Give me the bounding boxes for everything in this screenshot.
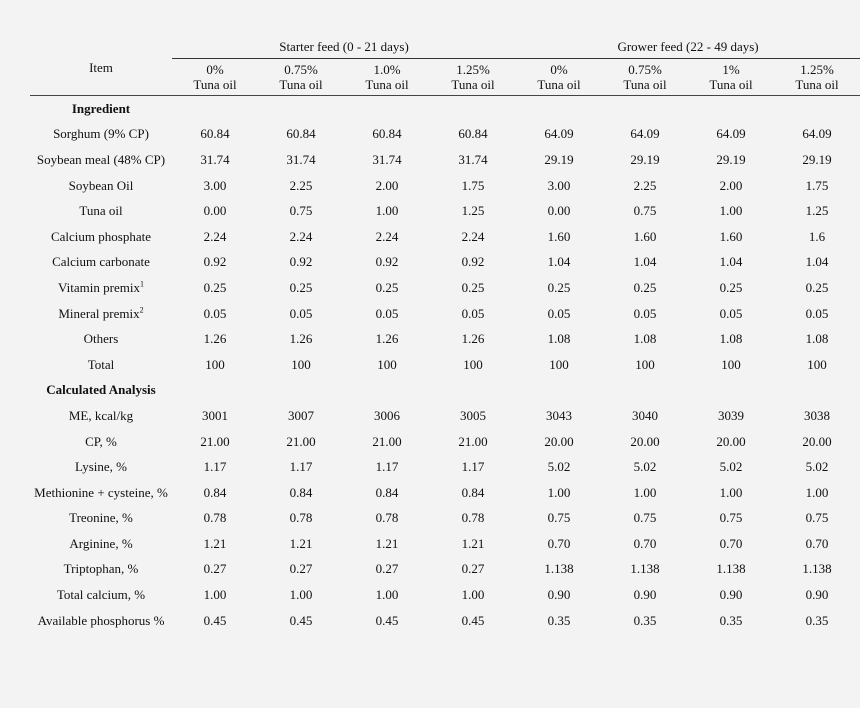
value-cell: 0.84 — [375, 484, 399, 500]
value-cell: 5.02 — [719, 459, 743, 475]
row-label-cell — [30, 122, 172, 148]
value-cell: 1.60 — [547, 228, 571, 244]
value-cell: 1.00 — [719, 484, 743, 500]
value-cell: 1.00 — [805, 484, 829, 500]
column-header — [516, 59, 602, 96]
value-cell: 2.00 — [719, 177, 743, 193]
column-header-name: Tuna oil — [623, 77, 667, 92]
value-cell: 0.35 — [805, 612, 829, 628]
value-cell: 0.70 — [719, 535, 743, 551]
value-cell: 0.05 — [547, 305, 571, 321]
value-cell: 1.138 — [802, 561, 832, 577]
value-cell: 0.45 — [461, 612, 485, 628]
empty-cell — [344, 378, 430, 404]
value-cell: 0.35 — [719, 612, 743, 628]
footnote-marker: 1 — [139, 279, 144, 289]
value-cell: 100 — [635, 356, 655, 372]
value-cell: 1.17 — [203, 459, 227, 475]
value-cell: 2.24 — [375, 228, 399, 244]
value-cell: 5.02 — [547, 459, 571, 475]
empty-cell — [774, 378, 860, 404]
value-cell: 2.24 — [203, 228, 227, 244]
table-body — [30, 96, 860, 634]
value-cell: 29.19 — [544, 151, 574, 167]
row-label-cell — [30, 224, 172, 250]
value-cell: 0.75 — [633, 203, 657, 219]
value-cell: 0.90 — [547, 587, 571, 603]
empty-cell — [602, 96, 688, 122]
section-title: Ingredient — [71, 100, 131, 116]
column-header-percent: 0.75% — [628, 62, 662, 77]
value-cell: 21.00 — [200, 433, 230, 449]
row-label: Methionine + cysteine, % — [34, 484, 168, 500]
table-row — [30, 352, 860, 378]
empty-cell — [344, 96, 430, 122]
section-row — [30, 96, 860, 122]
value-cell: 0.70 — [805, 535, 829, 551]
column-header — [344, 59, 430, 96]
empty-cell — [516, 378, 602, 404]
empty-cell — [688, 96, 774, 122]
row-label-cell — [30, 429, 172, 455]
value-cell: 29.19 — [802, 151, 832, 167]
value-cell: 29.19 — [630, 151, 660, 167]
value-cell: 2.24 — [289, 228, 313, 244]
row-label-cell — [30, 326, 172, 352]
value-cell: 3039 — [718, 407, 745, 423]
value-cell: 64.09 — [802, 126, 832, 142]
value-cell: 0.25 — [805, 279, 829, 295]
row-label-cell — [30, 582, 172, 608]
value-cell: 0.75 — [633, 510, 657, 526]
value-cell: 3005 — [460, 407, 487, 423]
value-cell: 21.00 — [372, 433, 402, 449]
value-cell: 21.00 — [286, 433, 316, 449]
value-cell: 1.26 — [461, 331, 485, 347]
row-label-cell — [30, 147, 172, 173]
value-cell: 1.25 — [461, 203, 485, 219]
value-cell: 1.08 — [719, 331, 743, 347]
value-cell: 0.78 — [203, 510, 227, 526]
value-cell: 0.90 — [633, 587, 657, 603]
column-header-percent: 1.25% — [456, 62, 490, 77]
value-cell: 1.17 — [461, 459, 485, 475]
value-cell: 0.45 — [375, 612, 399, 628]
value-cell: 1.00 — [289, 587, 313, 603]
value-cell: 0.25 — [461, 279, 485, 295]
row-label-cell — [30, 454, 172, 480]
value-cell: 64.09 — [630, 126, 660, 142]
row-label: Soybean meal (48% CP) — [36, 151, 166, 167]
value-cell: 0.25 — [547, 279, 571, 295]
row-label: Mineral premix — [58, 305, 140, 321]
table-row — [30, 429, 860, 455]
table-row — [30, 531, 860, 557]
value-cell: 0.75 — [289, 203, 313, 219]
value-cell: 0.45 — [203, 612, 227, 628]
column-header-percent: 1% — [722, 62, 740, 77]
value-cell: 0.25 — [375, 279, 399, 295]
value-cell: 3040 — [632, 407, 659, 423]
value-cell: 1.21 — [203, 535, 227, 551]
item-column-header: Item — [30, 36, 172, 96]
table-row — [30, 506, 860, 532]
table-row — [30, 326, 860, 352]
table-row — [30, 224, 860, 250]
value-cell: 1.04 — [805, 254, 829, 270]
value-cell: 1.60 — [719, 228, 743, 244]
value-cell: 1.21 — [289, 535, 313, 551]
empty-cell — [430, 378, 516, 404]
value-cell: 100 — [463, 356, 483, 372]
value-cell: 31.74 — [200, 151, 230, 167]
empty-cell — [688, 378, 774, 404]
value-cell: 31.74 — [458, 151, 488, 167]
row-label-cell — [30, 557, 172, 583]
value-cell: 2.24 — [461, 228, 485, 244]
table-row — [30, 454, 860, 480]
value-cell: 1.75 — [805, 177, 829, 193]
value-cell: 0.05 — [289, 305, 313, 321]
feed-composition-table-container — [30, 36, 860, 633]
value-cell: 3.00 — [203, 177, 227, 193]
value-cell: 1.21 — [375, 535, 399, 551]
row-label-cell — [30, 531, 172, 557]
row-label: Tuna oil — [79, 203, 123, 219]
value-cell: 1.75 — [461, 177, 485, 193]
value-cell: 1.138 — [544, 561, 574, 577]
section-title: Calculated Analysis — [46, 382, 156, 398]
value-cell: 5.02 — [633, 459, 657, 475]
value-cell: 1.04 — [633, 254, 657, 270]
row-label-cell — [30, 173, 172, 199]
row-label: Total calcium, % — [56, 587, 146, 603]
value-cell: 0.75 — [719, 510, 743, 526]
empty-cell — [258, 96, 344, 122]
value-cell: 0.84 — [289, 484, 313, 500]
row-label: Calcium carbonate — [52, 254, 150, 270]
empty-cell — [602, 378, 688, 404]
value-cell: 2.25 — [289, 177, 313, 193]
feed-composition-table — [30, 36, 860, 633]
value-cell: 1.08 — [547, 331, 571, 347]
empty-cell — [172, 378, 258, 404]
value-cell: 0.70 — [633, 535, 657, 551]
value-cell: 0.70 — [547, 535, 571, 551]
value-cell: 31.74 — [286, 151, 316, 167]
value-cell: 1.138 — [716, 561, 746, 577]
column-header — [774, 59, 860, 96]
value-cell: 0.05 — [805, 305, 829, 321]
column-header-percent: 1.25% — [800, 62, 834, 77]
value-cell: 0.84 — [461, 484, 485, 500]
value-cell: 20.00 — [716, 433, 746, 449]
value-cell: 20.00 — [802, 433, 832, 449]
table-header — [30, 36, 860, 96]
value-cell: 60.84 — [372, 126, 402, 142]
empty-cell — [258, 378, 344, 404]
value-cell: 100 — [291, 356, 311, 372]
value-cell: 1.6 — [808, 228, 826, 244]
empty-cell — [516, 96, 602, 122]
empty-cell — [774, 96, 860, 122]
table-row — [30, 301, 860, 327]
value-cell: 1.00 — [633, 484, 657, 500]
value-cell: 2.25 — [633, 177, 657, 193]
table-row — [30, 557, 860, 583]
column-header-name: Tuna oil — [451, 77, 495, 92]
row-label-cell — [30, 250, 172, 276]
value-cell: 1.00 — [547, 484, 571, 500]
value-cell: 1.00 — [719, 203, 743, 219]
row-label-cell — [30, 301, 172, 327]
empty-cell — [172, 96, 258, 122]
value-cell: 0.25 — [719, 279, 743, 295]
table-row — [30, 198, 860, 224]
value-cell: 0.92 — [289, 254, 313, 270]
value-cell: 3007 — [288, 407, 314, 423]
row-label: Triptophan, % — [63, 561, 139, 577]
value-cell: 0.78 — [375, 510, 399, 526]
value-cell: 0.90 — [805, 587, 829, 603]
row-label: Available phosphorus % — [37, 612, 165, 628]
value-cell: 0.05 — [719, 305, 743, 321]
value-cell: 100 — [549, 356, 569, 372]
value-cell: 64.09 — [544, 126, 574, 142]
header-group-row — [30, 36, 860, 59]
table-row — [30, 582, 860, 608]
value-cell: 1.60 — [633, 228, 657, 244]
value-cell: 100 — [721, 356, 741, 372]
value-cell: 0.92 — [461, 254, 485, 270]
value-cell: 0.00 — [547, 203, 571, 219]
value-cell: 0.05 — [633, 305, 657, 321]
value-cell: 0.05 — [375, 305, 399, 321]
value-cell: 0.27 — [461, 561, 485, 577]
value-cell: 0.90 — [719, 587, 743, 603]
row-label-cell — [30, 198, 172, 224]
row-label: Soybean Oil — [68, 177, 134, 193]
table-row — [30, 147, 860, 173]
value-cell: 1.00 — [375, 203, 399, 219]
value-cell: 1.26 — [289, 331, 313, 347]
table-row — [30, 250, 860, 276]
column-header-name: Tuna oil — [709, 77, 753, 92]
value-cell: 5.02 — [805, 459, 829, 475]
column-header-name: Tuna oil — [279, 77, 323, 92]
value-cell: 1.04 — [547, 254, 571, 270]
value-cell: 60.84 — [286, 126, 316, 142]
value-cell: 3038 — [804, 407, 831, 423]
column-header — [430, 59, 516, 96]
value-cell: 0.25 — [203, 279, 227, 295]
value-cell: 1.00 — [461, 587, 485, 603]
value-cell: 0.75 — [547, 510, 571, 526]
value-cell: 1.00 — [203, 587, 227, 603]
value-cell: 0.00 — [203, 203, 227, 219]
column-header — [258, 59, 344, 96]
value-cell: 0.78 — [289, 510, 313, 526]
value-cell: 1.08 — [805, 331, 829, 347]
table-row — [30, 275, 860, 301]
value-cell: 60.84 — [200, 126, 230, 142]
value-cell: 0.75 — [805, 510, 829, 526]
table-row — [30, 122, 860, 148]
empty-cell — [430, 96, 516, 122]
row-label: CP, % — [85, 433, 117, 449]
row-label: Vitamin premix — [58, 279, 140, 295]
footnote-marker: 2 — [139, 305, 144, 315]
column-header — [602, 59, 688, 96]
column-header-name: Tuna oil — [795, 77, 839, 92]
row-label: Arginine, % — [69, 535, 133, 551]
value-cell: 1.26 — [203, 331, 227, 347]
value-cell: 0.25 — [633, 279, 657, 295]
value-cell: 1.04 — [719, 254, 743, 270]
column-header — [172, 59, 258, 96]
row-label: Calcium phosphate — [50, 228, 151, 244]
value-cell: 3001 — [202, 407, 228, 423]
value-cell: 0.05 — [461, 305, 485, 321]
value-cell: 64.09 — [716, 126, 746, 142]
column-header — [688, 59, 774, 96]
value-cell: 3043 — [546, 407, 573, 423]
row-label-cell — [30, 352, 172, 378]
value-cell: 31.74 — [372, 151, 402, 167]
value-cell: 20.00 — [544, 433, 574, 449]
column-header-name: Tuna oil — [537, 77, 581, 92]
value-cell: 1.138 — [630, 561, 660, 577]
value-cell: 1.25 — [805, 203, 829, 219]
column-header-name: Tuna oil — [193, 77, 237, 92]
row-label-cell — [30, 403, 172, 429]
value-cell: 21.00 — [458, 433, 488, 449]
value-cell: 0.92 — [203, 254, 227, 270]
row-label: Treonine, % — [69, 510, 133, 526]
row-label-cell — [30, 480, 172, 506]
row-label-cell — [30, 275, 172, 301]
column-header-percent: 1.0% — [373, 62, 401, 77]
column-header-name: Tuna oil — [365, 77, 409, 92]
value-cell: 1.08 — [633, 331, 657, 347]
value-cell: 1.21 — [461, 535, 485, 551]
value-cell: 0.27 — [375, 561, 399, 577]
row-label: Lysine, % — [75, 459, 127, 475]
section-row — [30, 378, 860, 404]
value-cell: 0.27 — [203, 561, 227, 577]
value-cell: 0.92 — [375, 254, 399, 270]
value-cell: 1.00 — [375, 587, 399, 603]
row-label: Total — [87, 356, 115, 372]
row-label-cell — [30, 506, 172, 532]
value-cell: 100 — [377, 356, 397, 372]
value-cell: 1.17 — [289, 459, 313, 475]
value-cell: 2.00 — [375, 177, 399, 193]
row-label: Sorghum (9% CP) — [53, 126, 149, 142]
value-cell: 3006 — [374, 407, 400, 423]
value-cell: 0.35 — [633, 612, 657, 628]
value-cell: 0.35 — [547, 612, 571, 628]
value-cell: 0.84 — [203, 484, 227, 500]
value-cell: 29.19 — [716, 151, 746, 167]
column-header-percent: 0% — [206, 62, 224, 77]
value-cell: 100 — [205, 356, 225, 372]
value-cell: 100 — [807, 356, 827, 372]
value-cell: 0.05 — [203, 305, 227, 321]
value-cell: 0.27 — [289, 561, 313, 577]
value-cell: 60.84 — [458, 126, 488, 142]
table-row — [30, 608, 860, 634]
row-label-cell — [30, 608, 172, 634]
value-cell: 3.00 — [547, 177, 571, 193]
starter-feed-group-header: Starter feed (0 - 21 days) — [172, 36, 516, 59]
row-label: ME, kcal/kg — [68, 407, 134, 423]
value-cell: 1.17 — [375, 459, 399, 475]
value-cell: 0.78 — [461, 510, 485, 526]
grower-feed-group-header: Grower feed (22 - 49 days) — [516, 36, 860, 59]
value-cell: 0.45 — [289, 612, 313, 628]
table-row — [30, 173, 860, 199]
value-cell: 1.26 — [375, 331, 399, 347]
table-row — [30, 480, 860, 506]
row-label: Others — [83, 331, 119, 347]
value-cell: 0.25 — [289, 279, 313, 295]
table-row — [30, 403, 860, 429]
column-header-percent: 0% — [550, 62, 568, 77]
column-header-percent: 0.75% — [284, 62, 318, 77]
value-cell: 20.00 — [630, 433, 660, 449]
